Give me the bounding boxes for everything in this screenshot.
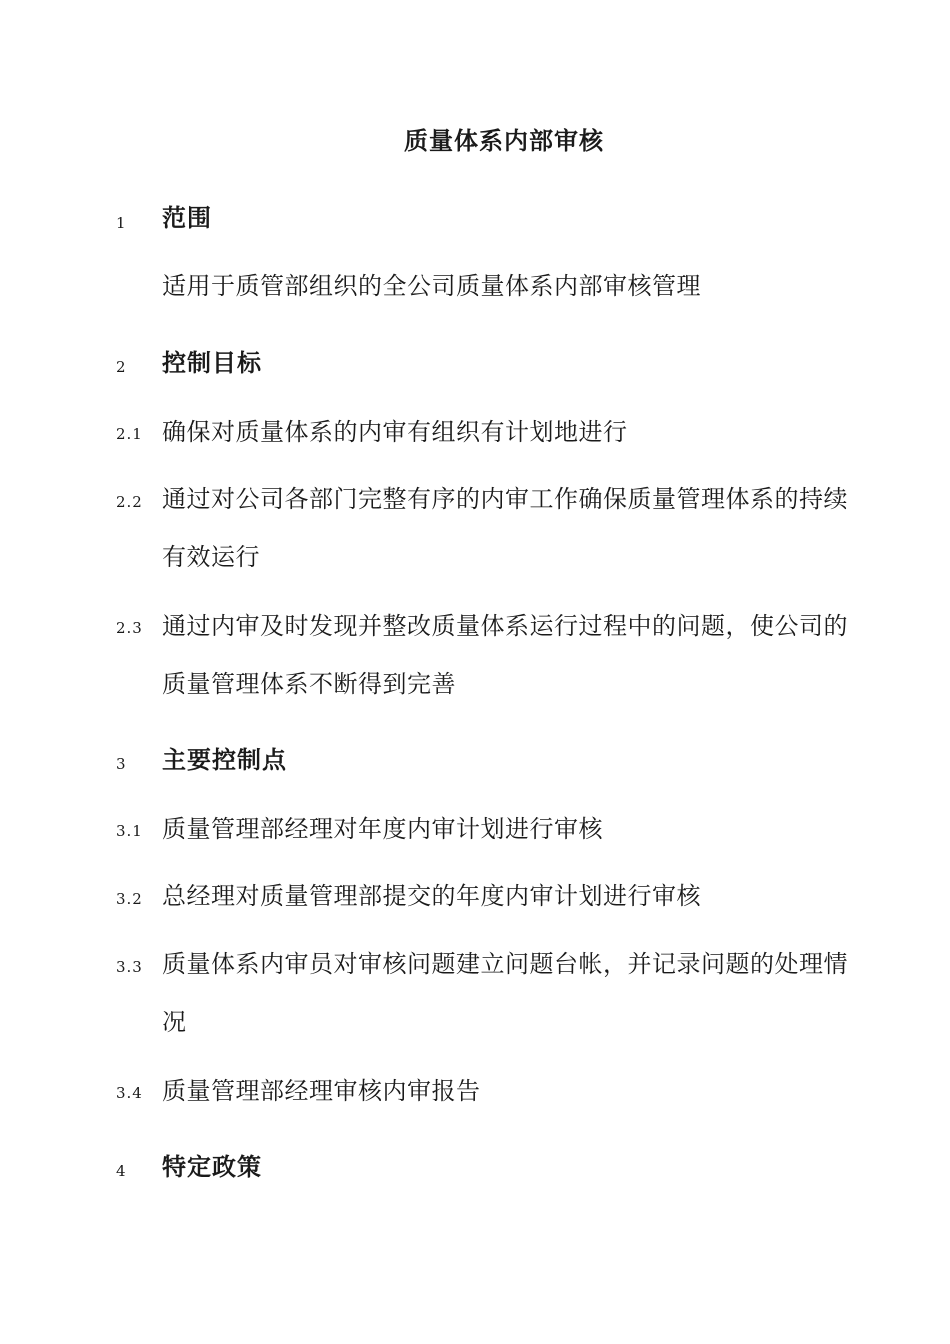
- section-heading: 主要控制点: [162, 745, 287, 774]
- section-number: 4: [116, 1162, 127, 1180]
- paragraph-text: 总经理对质量管理部提交的年度内审计划进行审核: [162, 882, 701, 910]
- paragraph-text: 通过对公司各部门完整有序的内审工作确保质量管理体系的持续有效运行: [162, 485, 848, 571]
- paragraph-text: 确保对质量体系的内审有组织有计划地进行: [162, 418, 628, 446]
- paragraph-text: 质量体系内审员对审核问题建立问题台帐，并记录问题的处理情况: [162, 950, 848, 1036]
- section-number: 2: [116, 358, 127, 376]
- section-heading: 特定政策: [162, 1152, 262, 1181]
- paragraph-number: 2.3: [116, 619, 143, 637]
- paragraph-number: 2.2: [116, 493, 143, 511]
- section-heading: 控制目标: [162, 348, 262, 377]
- paragraph-number: 2.1: [116, 425, 143, 443]
- paragraph-text: 通过内审及时发现并整改质量体系运行过程中的问题，使公司的质量管理体系不断得到完善: [162, 612, 848, 698]
- paragraph-text: 适用于质管部组织的全公司质量体系内部审核管理: [162, 272, 701, 300]
- section-number: 3: [116, 755, 127, 773]
- section-number: 1: [116, 214, 127, 232]
- paragraph-number: 3.3: [116, 958, 143, 976]
- paragraph-text: 质量管理部经理审核内审报告: [162, 1077, 481, 1105]
- section-heading: 范围: [162, 203, 212, 232]
- paragraph-number: 3.2: [116, 890, 143, 908]
- paragraph-number: 3.1: [116, 822, 143, 840]
- paragraph-number: 3.4: [116, 1084, 143, 1102]
- paragraph-text: 质量管理部经理对年度内审计划进行审核: [162, 815, 603, 843]
- page-title: 质量体系内部审核: [404, 126, 604, 155]
